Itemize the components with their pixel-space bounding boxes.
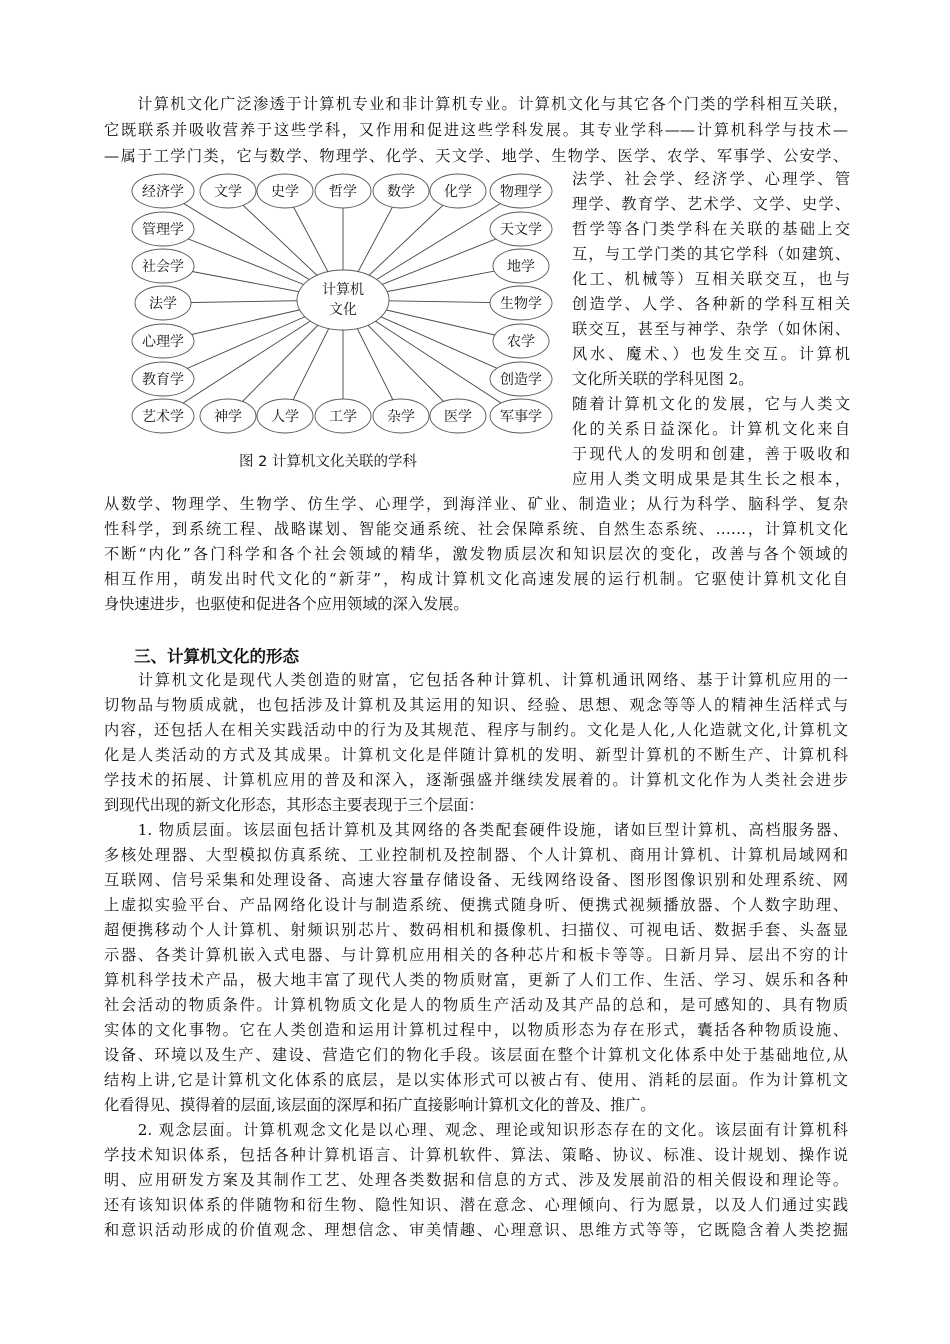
paragraph-line: 于现代人的发明和创建，善于吸收和 (572, 445, 850, 463)
discipline-label: 生物学 (500, 296, 542, 312)
discipline-label: 创造学 (500, 372, 542, 388)
paragraph-line: 身快速进步，也驱使和促进各个应用领域的深入发展。 (104, 595, 469, 613)
diagram-svg (120, 174, 562, 449)
paragraph-line: 结构上讲,它是计算机文化体系的底层，是以实体形式可以被占有、使用、消耗的层面。作为计算机文 (104, 1071, 848, 1089)
paragraph-line: 实体的文化事物。它在人类创造和运用计算机过程中，以物质形态为存在形式，囊括各种物质设施、 (104, 1021, 848, 1039)
paragraph-line: 应用人类文明成果是其生长之根本， (572, 470, 850, 488)
discipline-label: 化学 (444, 184, 472, 200)
discipline-label: 管理学 (142, 222, 184, 238)
paragraph-line: 学技术知识体系，包括各种计算机语言、计算机软件、算法、策略、协议、标准、设计规划、操作说 (104, 1146, 848, 1164)
paragraph-line: 联交互，甚至与神学、杂学（如休闲、 (572, 320, 850, 338)
paragraph-line: 它既联系并吸收营养于这些学科，又作用和促进这些学科发展。其专业学科——计算机科学与技术— (104, 121, 848, 139)
discipline-label: 哲学 (329, 184, 357, 200)
discipline-label: 地学 (507, 259, 535, 275)
paragraph-line: 从数学、物理学、生物学、仿生学、心理学，到海洋业、矿业、制造业；从行为科学、脑科学、复杂 (104, 495, 848, 513)
paragraph-line: 学技术的拓展、计算机应用的普及和深入，逐渐强盛并继续发展着的。计算机文化作为人类社会进步 (104, 771, 848, 789)
center-label: 文化 (329, 302, 357, 318)
paragraph-line: 设备、环境以及生产、建设、营造它们的物化手段。该层面在整个计算机文化体系中处于基础地位,从 (104, 1046, 848, 1064)
paragraph-line: 互，与工学门类的其它学科（如建筑、 (572, 245, 850, 263)
paragraph-line: 风水、魔术、）也发生交互。计算机 (572, 345, 850, 363)
discipline-diagram (120, 174, 562, 449)
discipline-label: 社会学 (142, 259, 184, 275)
paragraph-line: 社会活动的物质条件。计算机物质文化是人的物质生产活动及其产品的总和，是可感知的、具有物质 (104, 996, 848, 1014)
discipline-label: 人学 (271, 409, 299, 425)
discipline-label: 神学 (214, 409, 242, 425)
discipline-label: 艺术学 (142, 409, 184, 425)
paragraph-line: 示器、各类计算机嵌入式电器、与计算机应用相关的各种芯片和板卡等等。日新月异、层出不穷的计 (104, 946, 848, 964)
figure-caption: 图 2 计算机文化关联的学科 (239, 454, 417, 470)
paragraph-line: 1. 物质层面。该层面包括计算机及其网络的各类配套硬件设施，诸如巨型计算机、高档服务器、 (104, 821, 848, 839)
paragraph-line: 明、应用研发方案及其制作工艺、处理各类数据和信息的方式、涉及发展前沿的相关假设和理论等。 (104, 1171, 848, 1189)
paragraph-line: 创造学、人学、各种新的学科互相关 (572, 295, 850, 313)
paragraph-line: 化是人类活动的方式及其成果。计算机文化是伴随计算机的发明、新型计算机的不断生产、计算机科 (104, 746, 848, 764)
paragraph-line: 互联网、信号采集和处理设备、高速大容量存储设备、无线网络设备、图形图像识别和处理系统、网 (104, 871, 848, 889)
discipline-label: 天文学 (500, 222, 542, 238)
paragraph-line: 文化所关联的学科见图 2。 (572, 370, 754, 388)
discipline-label: 军事学 (500, 409, 542, 425)
paragraph-line: 上虚拟实验平台、产品网络化设计与制造系统、便携式随身听、便携式视频播放器、个人数字助理、 (104, 896, 848, 914)
paragraph-line: 2. 观念层面。计算机观念文化是以心理、观念、理论或知识形态存在的文化。该层面有计算机科 (104, 1121, 848, 1139)
discipline-label: 医学 (444, 409, 472, 425)
section-heading: 三、计算机文化的形态 (134, 647, 299, 666)
center-label: 计算机 (322, 282, 364, 298)
paragraph-line: 性科学，到系统工程、战略谋划、智能交通系统、社会保障系统、自然生态系统、……，计算机文化 (104, 520, 848, 538)
discipline-label: 杂学 (387, 409, 415, 425)
paragraph-line: 理学、教育学、艺术学、文学、史学、 (572, 195, 850, 213)
paragraph-line: 到现代出现的新文化形态，其形态主要表现于三个层面： (104, 796, 484, 814)
discipline-label: 法学 (149, 296, 177, 312)
discipline-label: 工学 (329, 409, 357, 425)
paragraph-line: 化的关系日益深化。计算机文化来自 (572, 420, 850, 438)
discipline-label: 心理学 (142, 334, 184, 350)
discipline-label: 史学 (271, 184, 299, 200)
paragraph-line: 化工、机械等）互相关联交互，也与 (572, 270, 850, 288)
paragraph-line: 超便携移动个人计算机、射频识别芯片、数码相机和摄像机、扫描仪、可视电话、数据手套、头盔显 (104, 921, 848, 939)
paragraph-line: 哲学等各门类学科在关联的基础上交 (572, 220, 850, 238)
paragraph-line: 还有该知识体系的伴随物和衍生物、隐性知识、潜在意念、心理倾向、行为愿景，以及人们通过实践 (104, 1196, 848, 1214)
paragraph-line: 内容，还包括人在相关实践活动中的行为及其规范、程序与制约。文化是人化,人化造就文化,计算机文 (104, 721, 848, 739)
paragraph-line: 随着计算机文化的发展，它与人类文 (572, 395, 850, 413)
paragraph-line: 相互作用，萌发出时代文化的“新芽”，构成计算机文化高速发展的运行机制。它驱使计算机文化自 (104, 570, 848, 588)
discipline-label: 数学 (387, 184, 415, 200)
paragraph-line: 不断“内化”各门科学和各个社会领域的精华，激发物质层次和知识层次的变化，改善与各个领域的 (104, 545, 848, 563)
paragraph-line: 多核处理器、大型模拟仿真系统、工业控制机及控制器、个人计算机、商用计算机、计算机局域网和 (104, 846, 848, 864)
discipline-label: 文学 (214, 184, 242, 200)
paragraph-line: 切物品与物质成就，也包括涉及计算机及其运用的知识、经验、思想、观念等等人的精神生活样式与 (104, 696, 848, 714)
discipline-label: 经济学 (142, 184, 184, 200)
paragraph-line: 化看得见、摸得着的层面,该层面的深厚和拓广直接影响计算机文化的普及、推广。 (104, 1096, 656, 1114)
paragraph-line: 算机科学技术产品，极大地丰富了现代人类的物质财富，更新了人们工作、生活、学习、娱乐和各种 (104, 971, 848, 989)
paragraph-line: 计算机文化广泛渗透于计算机专业和非计算机专业。计算机文化与其它各个门类的学科相互关联， (104, 95, 848, 113)
discipline-label: 教育学 (142, 372, 184, 388)
discipline-label: 农学 (507, 334, 535, 350)
paragraph-line: 计算机文化是现代人类创造的财富，它包括各种计算机、计算机通讯网络、基于计算机应用的一 (104, 671, 848, 689)
discipline-label: 物理学 (500, 184, 542, 200)
paragraph-line: —属于工学门类，它与数学、物理学、化学、天文学、地学、生物学、医学、农学、军事学、公安学、 (104, 147, 848, 165)
center-node (297, 270, 389, 330)
paragraph-line: 和意识活动形成的价值观念、理想信念、审美情趣、心理意识、思维方式等等，它既隐含着人类挖掘 (104, 1221, 848, 1239)
paragraph-line: 法学、社会学、经济学、心理学、管 (572, 170, 850, 188)
